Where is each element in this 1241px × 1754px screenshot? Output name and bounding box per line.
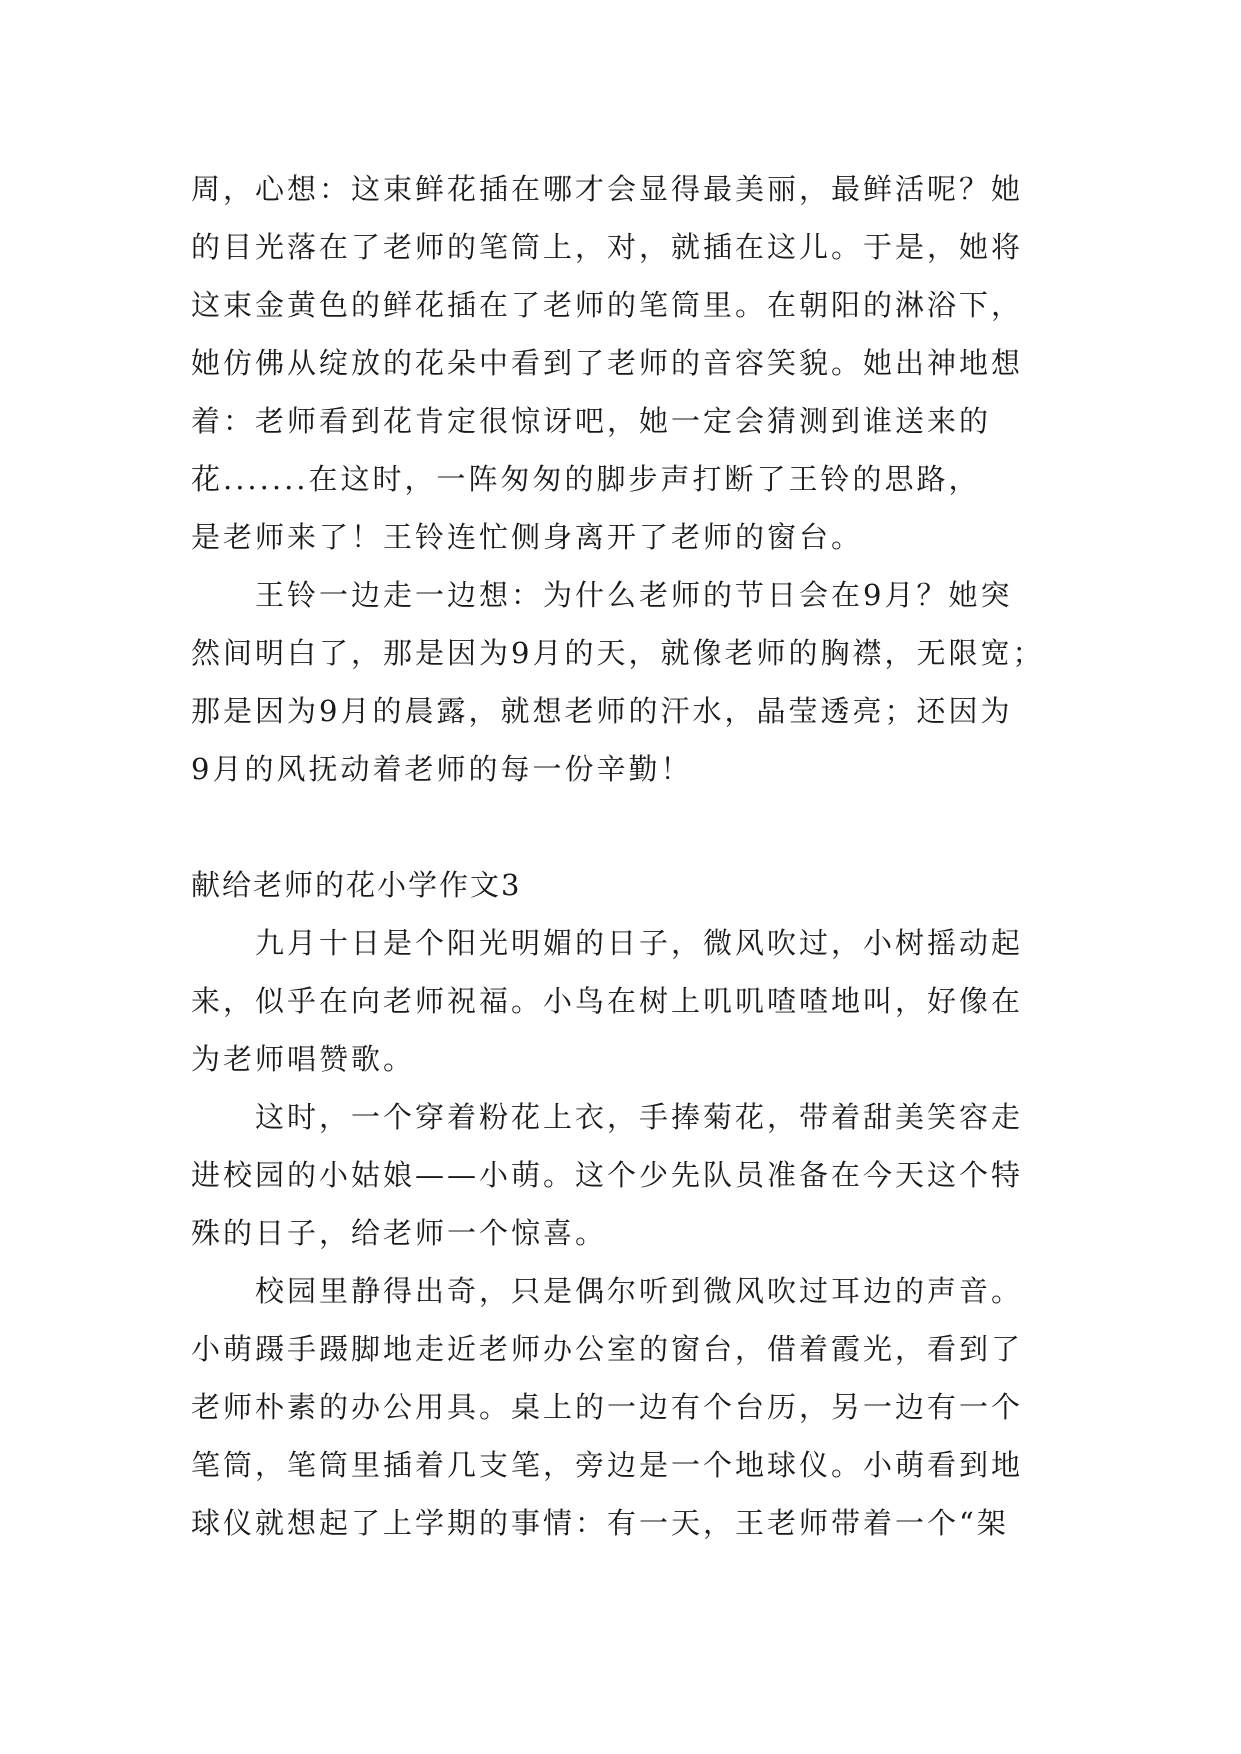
text-line: 的目光落在了老师的笔筒上，对，就插在这儿。于是，她将 bbox=[191, 230, 1024, 264]
text-line: 是老师来了！王铃连忙侧身离开了老师的窗台。 bbox=[191, 520, 864, 554]
text-line: 着：老师看到花肯定很惊讶吧，她一定会猜测到谁送来的 bbox=[191, 404, 992, 438]
text-line: 王铃一边走一边想：为什么老师的节日会在9月？她突 bbox=[255, 578, 1013, 612]
paragraph-5 bbox=[191, 1262, 1071, 1552]
text-line: 她仿佛从绽放的花朵中看到了老师的音容笑貌。她出神地想 bbox=[191, 346, 1024, 380]
section-spacer bbox=[191, 798, 1071, 856]
paragraph-2 bbox=[191, 566, 1071, 798]
text-line: 九月十日是个阳光明媚的日子，微风吹过，小树摇动起 bbox=[255, 926, 1024, 960]
text-line: 那是因为9月的晨露，就想老师的汗水，晶莹透亮；还因为 bbox=[191, 694, 1013, 728]
text-line: 老师朴素的办公用具。桌上的一边有个台历，另一边有一个 bbox=[191, 1390, 1024, 1424]
text-line: 殊的日子，给老师一个惊喜。 bbox=[191, 1216, 608, 1250]
text-line: 这时，一个穿着粉花上衣，手捧菊花，带着甜美笑容走 bbox=[255, 1100, 1024, 1134]
paragraph-3 bbox=[191, 914, 1071, 1088]
text-line: 然间明白了，那是因为9月的天，就像老师的胸襟，无限宽； bbox=[191, 636, 1045, 670]
text-line: 周，心想：这束鲜花插在哪才会显得最美丽，最鲜活呢？她 bbox=[191, 172, 1024, 206]
paragraph-1 bbox=[191, 160, 1071, 566]
text-line: 花.......在这时，一阵匆匆的脚步声打断了王铃的思路， bbox=[191, 462, 981, 496]
text-line: 9月的风抚动着老师的每一份辛勤！ bbox=[191, 752, 693, 786]
document-page bbox=[191, 160, 1071, 1552]
text-line: 来，似乎在向老师祝福。小鸟在树上叽叽喳喳地叫，好像在 bbox=[191, 984, 1024, 1018]
text-line: 球仪就想起了上学期的事情：有一天，王老师带着一个“架 bbox=[191, 1506, 1009, 1540]
paragraph-4 bbox=[191, 1088, 1071, 1262]
text-line: 校园里静得出奇，只是偶尔听到微风吹过耳边的声音。 bbox=[255, 1274, 1024, 1308]
text-line: 这束金黄色的鲜花插在了老师的笔筒里。在朝阳的淋浴下， bbox=[191, 288, 1024, 322]
text-line: 笔筒，笔筒里插着几支笔，旁边是一个地球仪。小萌看到地 bbox=[191, 1448, 1024, 1482]
text-line: 为老师唱赞歌。 bbox=[191, 1042, 416, 1076]
section-heading: 献给老师的花小学作文3 bbox=[191, 868, 522, 902]
text-line: 进校园的小姑娘——小萌。这个少先队员准备在今天这个特 bbox=[191, 1158, 1024, 1192]
text-line: 小萌蹑手蹑脚地走近老师办公室的窗台，借着霞光，看到了 bbox=[191, 1332, 1024, 1366]
